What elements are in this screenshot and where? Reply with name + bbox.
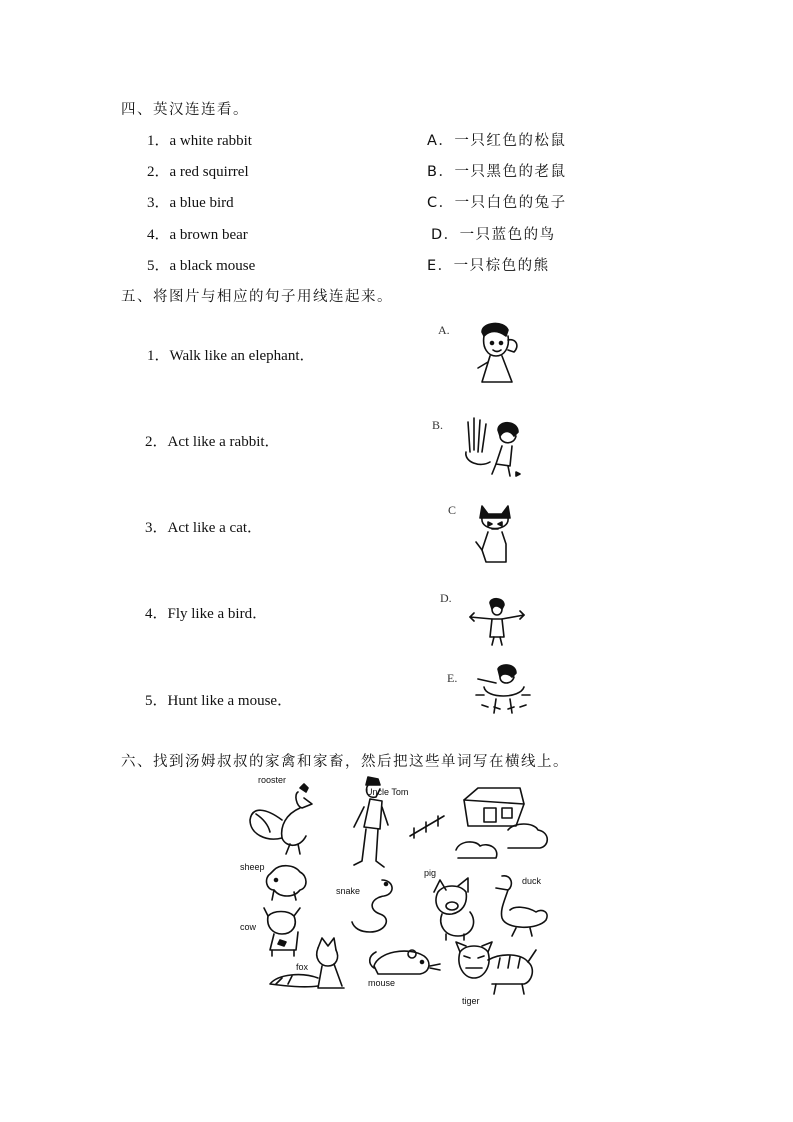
tiger-label: tiger	[462, 996, 480, 1006]
girl-cat-mask-illustration	[472, 500, 524, 570]
picture-label: E.	[447, 671, 458, 685]
fox-icon	[268, 938, 350, 992]
picture-label: D.	[440, 591, 452, 605]
match-right-item: E．一只棕色的熊	[427, 258, 550, 274]
snake-label: snake	[336, 886, 361, 896]
rooster-icon	[246, 784, 320, 856]
tiger-icon	[452, 938, 538, 996]
uncle-tom-icon	[350, 777, 392, 875]
girl-flying-illustration	[466, 597, 528, 647]
picture-label: C	[448, 503, 457, 517]
pig-icon	[428, 876, 484, 940]
girl-rabbit-illustration	[460, 412, 528, 482]
sentence-item: 4．Fly like a bird．	[145, 606, 268, 622]
section-6-heading: 六、找到汤姆叔叔的家禽和家畜，然后把这些单词写在横线上。	[121, 754, 569, 770]
mouse-label: mouse	[368, 978, 396, 988]
sentence-item: 3．Act like a cat．	[145, 520, 263, 536]
uncle-tom-label: Uncle Tom	[366, 787, 409, 797]
cow-label: cow	[240, 922, 257, 932]
match-right-item: A．一只红色的松鼠	[427, 133, 567, 149]
sentence-item: 1．Walk like an elephant．	[147, 348, 315, 364]
girl-walking-illustration	[468, 320, 528, 388]
match-left-item: 2．a red squirrel	[147, 164, 249, 180]
girl-hunting-illustration	[472, 665, 532, 721]
duck-label: duck	[522, 876, 542, 886]
match-right-item: B．一只黑色的老鼠	[427, 164, 567, 180]
match-left-item: 3．a blue bird	[147, 195, 234, 211]
duck-icon	[492, 874, 554, 936]
snake-icon	[346, 876, 400, 938]
match-left-item: 4．a brown bear	[147, 227, 248, 243]
match-left-item: 5．a black mouse	[147, 258, 256, 274]
sentence-item: 2．Act like a rabbit．	[145, 434, 280, 450]
section-4-heading: 四、英汉连连看。	[121, 102, 249, 118]
sheep-label: sheep	[240, 862, 265, 872]
sheep-icon	[260, 860, 310, 902]
fox-label: fox	[296, 962, 309, 972]
farmhouse-icon	[404, 786, 550, 864]
rooster-label: rooster	[258, 775, 287, 785]
match-right-item: C．一只白色的兔子	[427, 195, 567, 211]
section-5-heading: 五、将图片与相应的句子用线连起来。	[121, 289, 393, 305]
match-right-item: D．一只蓝色的鸟	[431, 227, 556, 243]
match-left-item: 1．a white rabbit	[147, 133, 252, 149]
sentence-item: 5．Hunt like a mouse．	[145, 693, 293, 709]
picture-label: A.	[438, 323, 450, 337]
pig-label: pig	[424, 868, 437, 878]
mouse-icon	[368, 942, 442, 982]
picture-label: B.	[432, 418, 444, 432]
